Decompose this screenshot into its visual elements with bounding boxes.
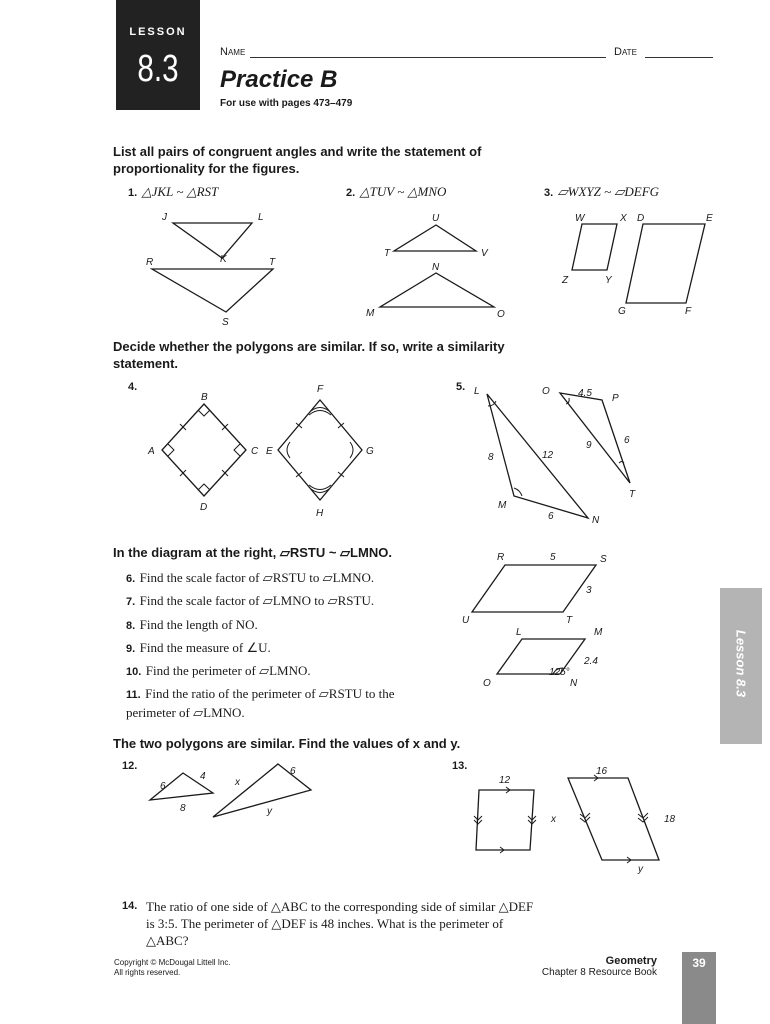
side-length: 12 (499, 775, 511, 786)
vertex-label: N (432, 262, 440, 273)
book-subtitle: Chapter 8 Resource Book (541, 967, 657, 978)
section1-instruction: List all pairs of congruent angles and write the statement of proportionality for the figures. (113, 144, 482, 176)
variable-label: x (235, 777, 240, 788)
vertex-label: W (575, 213, 585, 224)
vertex-label: G (618, 306, 626, 317)
arrow-mark (580, 813, 590, 818)
side-length: 8 (488, 452, 494, 463)
copyright (114, 958, 231, 978)
page-number-box (682, 952, 716, 1024)
book-info (500, 955, 657, 978)
variable-label: y (638, 864, 643, 875)
vertex-label: N (592, 515, 600, 526)
date-label: Date (614, 46, 637, 58)
vertex-label: Z (562, 275, 569, 286)
problem-number: 1. (128, 187, 138, 199)
list-item: 9. Find the measure of ∠U. (126, 640, 271, 655)
list-item: 10. Find the perimeter of ▱LMNO. (126, 663, 311, 678)
lesson-number: 8.3 (137, 48, 179, 90)
vertex-label: B (201, 392, 208, 403)
side-length: 8 (180, 803, 186, 814)
problem-number: 4. (128, 381, 138, 393)
variable-label: x (551, 814, 556, 825)
problem-14-line: △ABC? (146, 933, 189, 948)
copyright-line: All rights reserved. (114, 968, 181, 977)
problem-number: 2. (346, 187, 356, 199)
side-length: 6 (548, 511, 554, 522)
vertex-label: D (637, 213, 645, 224)
vertex-label: J (162, 212, 167, 223)
list-item: 6. Find the scale factor of ▱RSTU to ▱LMNO. (126, 570, 375, 585)
vertex-label: O (497, 309, 505, 320)
book-title: Geometry (605, 955, 657, 967)
vertex-label: F (317, 384, 324, 395)
list-item: 7. Find the scale factor of ▱LMNO to ▱RSTU. (126, 593, 375, 608)
problem-14-line: The ratio of one side of △ABC to the corresponding side of similar △DEF (146, 899, 534, 914)
page-title: Practice B (220, 66, 338, 93)
vertex-label: N (570, 678, 578, 689)
triangle-large (213, 764, 311, 817)
problem-statement: ▱WXYZ ~ ▱DEFG (557, 184, 660, 199)
vertex-label: M (498, 500, 507, 511)
list-item: 8. Find the length of NO. (126, 617, 258, 632)
problem-number: 12. (122, 760, 138, 772)
vertex-label: G (366, 446, 374, 457)
vertex-label: Y (605, 275, 612, 286)
problem-number: 5. (456, 381, 466, 393)
vertex-label: R (497, 552, 505, 563)
side-length: 12 (542, 450, 554, 461)
vertex-label: E (706, 213, 713, 224)
vertex-label: X (620, 213, 627, 224)
side-tab-label: Lesson 8.3 (733, 629, 749, 698)
list-item: 11. Find the ratio of the perimeter of ▱RSTU to the perimeter of ▱LMNO. (126, 686, 395, 720)
side-length: 6 (160, 781, 166, 792)
vertex-label: U (462, 615, 470, 626)
vertex-label: T (269, 257, 276, 268)
vertex-label: T (384, 248, 391, 259)
vertex-label: M (366, 308, 375, 319)
vertex-label: H (316, 508, 324, 519)
vertex-label: C (251, 446, 259, 457)
vertex-label: K (220, 254, 227, 265)
problem-number: 13. (452, 760, 468, 772)
vertex-label: T (566, 615, 573, 626)
vertex-label: R (146, 257, 154, 268)
vertex-label: S (222, 317, 229, 328)
side-length: 18 (664, 814, 676, 825)
side-length: 4.5 (578, 388, 592, 399)
page-subtitle: For use with pages 473–479 (220, 98, 353, 109)
side-length: 9 (586, 440, 592, 451)
page-number: 39 (692, 956, 706, 970)
side-length: 6 (290, 766, 296, 777)
problem-number: 14. (122, 900, 138, 912)
side-length: 5 (550, 552, 556, 563)
variable-label: y (267, 806, 272, 817)
vertex-label: S (600, 554, 607, 565)
side-length: 6 (624, 435, 630, 446)
angle-label: 125° (549, 667, 570, 678)
side-length: 3 (586, 585, 592, 596)
parallelogram-small (476, 790, 534, 850)
vertex-label: A (148, 446, 155, 457)
vertex-label: O (542, 386, 550, 397)
vertex-label: F (685, 306, 692, 317)
lesson-side-tab (720, 588, 762, 744)
side-length: 2.4 (584, 656, 598, 667)
vertex-label: P (612, 393, 619, 404)
vertex-label: L (474, 386, 480, 397)
section3-instruction-text: In the diagram at the right, ▱RSTU ~ ▱LMNO. (113, 545, 392, 560)
problem-number: 3. (544, 187, 554, 199)
vertex-label: V (481, 248, 488, 259)
lesson-word: LESSON (129, 26, 187, 38)
problem-statement: △TUV ~ △MNO (359, 184, 447, 199)
section4-instruction: The two polygons are similar. Find the values of x and y. (113, 736, 461, 751)
vertex-label: E (266, 446, 273, 457)
vertex-label: D (200, 502, 208, 513)
vertex-label: L (258, 212, 264, 223)
side-length: 16 (596, 766, 608, 777)
problem-14-text (146, 898, 586, 949)
vertex-label: M (594, 627, 603, 638)
problem-statement: △JKL ~ △RST (141, 184, 219, 199)
section2-instruction: Decide whether the polygons are similar. If so, write a similarity statement. (113, 339, 505, 371)
vertex-label: L (516, 627, 522, 638)
problem-14-line: is 3:5. The perimeter of △DEF is 48 inches. What is the perimeter of (146, 916, 504, 931)
side-length: 4 (200, 771, 206, 782)
copyright-line: Copyright © McDougal Littell Inc. (114, 958, 231, 967)
vertex-label: O (483, 678, 491, 689)
vertex-label: U (432, 213, 440, 224)
name-label: Name (220, 46, 246, 58)
vertex-label: T (629, 489, 636, 500)
